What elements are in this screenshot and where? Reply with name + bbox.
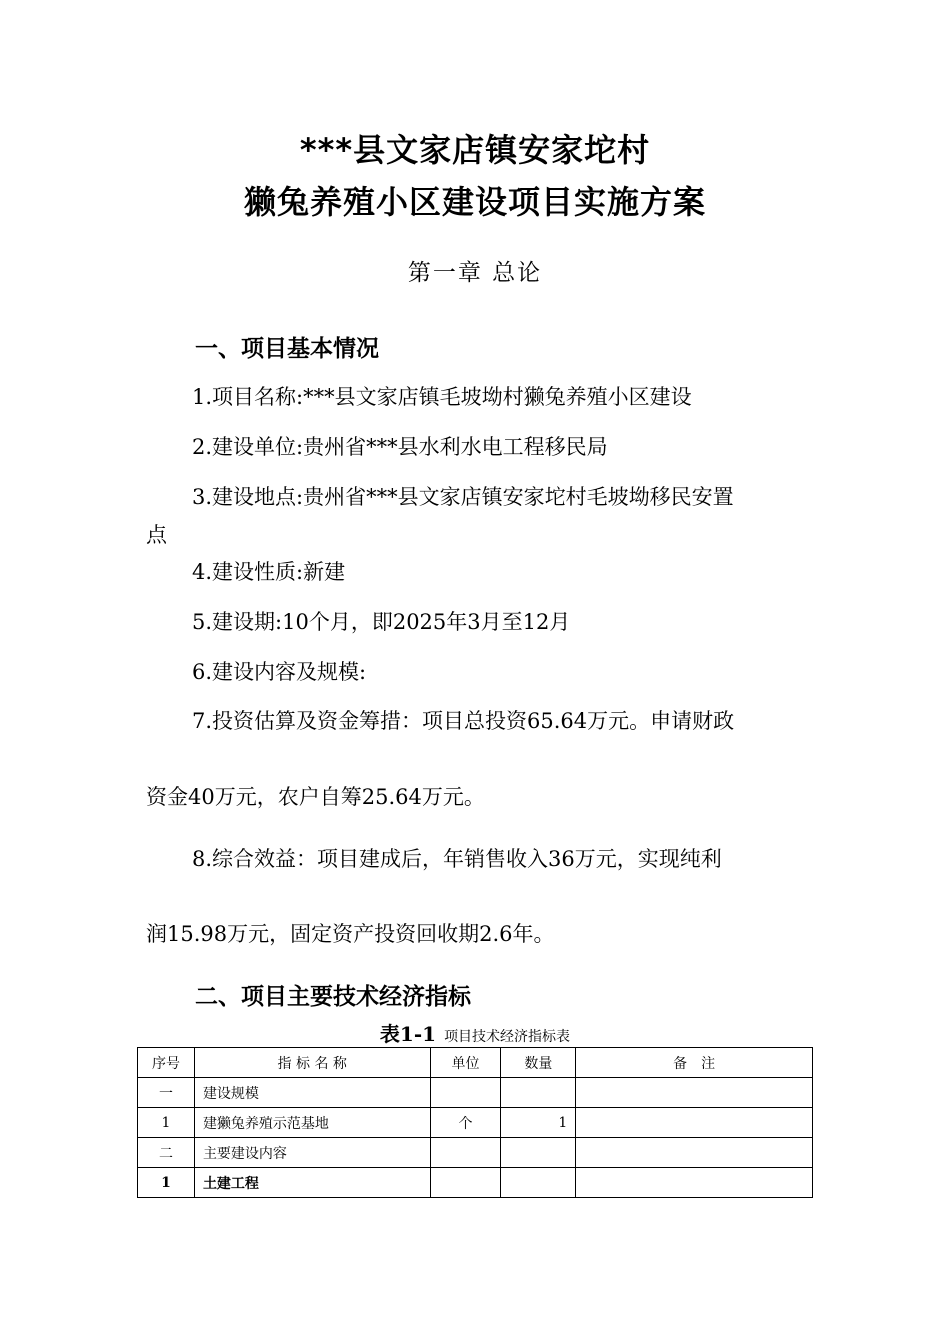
- paragraph-construction-site: 3.建设地点:贵州省***县文家店镇安家坨村毛坡坳移民安置: [192, 485, 734, 509]
- table-caption: [0, 1023, 950, 1048]
- indicator-table: [137, 1047, 813, 1198]
- table-caption-number: 表1-1: [379, 1022, 437, 1046]
- table-row: [138, 1078, 813, 1108]
- chapter-heading: 第一章 总论: [407, 260, 543, 286]
- header-seq: 序号: [138, 1048, 195, 1078]
- cell-unit: [430, 1138, 501, 1168]
- table-caption-text: 项目技术经济指标表: [444, 1029, 571, 1045]
- cell-indicator-name: 建设规模: [194, 1078, 430, 1108]
- cell-quantity: [501, 1168, 576, 1198]
- table-header-row: [138, 1048, 813, 1078]
- cell-quantity: 1: [501, 1108, 576, 1138]
- cell-quantity: [501, 1138, 576, 1168]
- cell-indicator-name: 土建工程: [194, 1168, 430, 1198]
- paragraph-project-name: 1.项目名称:***县文家店镇毛坡坳村獭兔养殖小区建设: [192, 385, 692, 409]
- cell-unit: [430, 1168, 501, 1198]
- header-indicator-name: 指 标 名 称: [194, 1048, 430, 1078]
- paragraph-construction-nature: 4.建设性质:新建: [192, 560, 346, 584]
- paragraph-benefits: 8.综合效益：项目建成后，年销售收入36万元，实现纯利: [192, 847, 722, 871]
- table-row: [138, 1138, 813, 1168]
- paragraph-investment: 7.投资估算及资金筹措：项目总投资65.64万元。申请财政: [192, 709, 735, 733]
- header-unit: 单位: [430, 1048, 501, 1078]
- section-heading-indicators: 二、项目主要技术经济指标: [195, 984, 471, 1010]
- cell-remarks: [576, 1078, 813, 1108]
- table-row: [138, 1168, 813, 1198]
- cell-remarks: [576, 1168, 813, 1198]
- cell-seq: 一: [138, 1078, 195, 1108]
- paragraph-benefits-cont: 润15.98万元，固定资产投资回收期2.6年。: [146, 922, 555, 946]
- cell-seq: 1: [138, 1108, 195, 1138]
- cell-unit: 个: [430, 1108, 501, 1138]
- header-remarks: 备 注: [576, 1048, 813, 1078]
- cell-remarks: [576, 1138, 813, 1168]
- cell-quantity: [501, 1078, 576, 1108]
- paragraph-construction-site-cont: 点: [146, 523, 167, 547]
- cell-seq: 二: [138, 1138, 195, 1168]
- cell-indicator-name: 主要建设内容: [194, 1138, 430, 1168]
- table-row: [138, 1108, 813, 1138]
- cell-unit: [430, 1078, 501, 1108]
- paragraph-construction-unit: 2.建设单位:贵州省***县水利水电工程移民局: [192, 435, 608, 459]
- paragraph-construction-scope: 6.建设内容及规模:: [192, 660, 367, 684]
- document-title-line2: 獭兔养殖小区建设项目实施方案: [243, 183, 706, 221]
- paragraph-construction-period: 5.建设期:10个月，即2025年3月至12月: [192, 610, 571, 634]
- cell-remarks: [576, 1108, 813, 1138]
- paragraph-investment-cont: 资金40万元，农户自筹25.64万元。: [146, 785, 485, 809]
- section-heading-basic-info: 一、项目基本情况: [195, 336, 379, 362]
- cell-seq: 1: [138, 1168, 195, 1198]
- header-quantity: 数量: [501, 1048, 576, 1078]
- cell-indicator-name: 建獭兔养殖示范基地: [194, 1108, 430, 1138]
- document-title-line1: ***县文家店镇安家坨村: [299, 131, 651, 169]
